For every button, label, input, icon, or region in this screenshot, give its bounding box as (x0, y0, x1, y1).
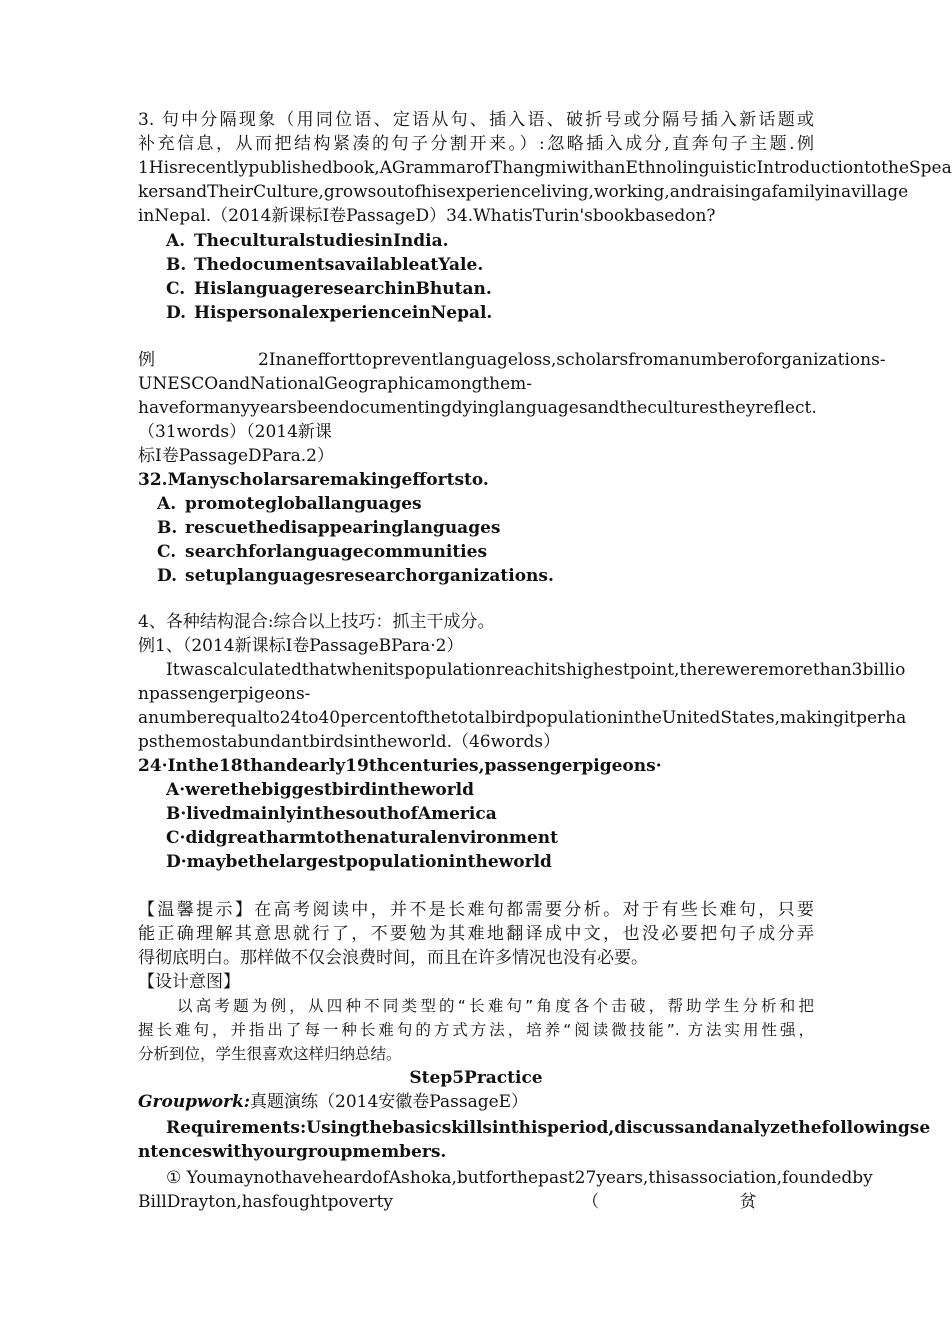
requirements-line-1: Requirements:Usingthebasicskillsinthisperiod,discussandanalyzethefollowingse (166, 1118, 931, 1138)
groupwork-label: Groupwork: (138, 1092, 251, 1112)
practice-item1-line-1: ① YoumaynothaveheardofAshoka,butforthepast27years,thisassociation,foundedby (166, 1168, 873, 1188)
section3-option-d: D. HispersonalexperienceinNepal. (166, 303, 493, 323)
tip-line-2: 能正确理解其意思就行了，不要勉为其难地翻译成中文，也没必要把句子成分弄 (138, 924, 814, 944)
example2-line-5: 标I卷PassageDPara.2） (138, 446, 334, 466)
example2-prefix: 例 (138, 350, 155, 370)
practice-item1-line-2: BillDrayton,hasfoughtpoverty （ 贫 (138, 1192, 757, 1212)
tip-line-3: 得彻底明白。那样做不仅会浪费时间，而且在许多情况也没有必要。 (138, 948, 648, 968)
design-line-3: 分析到位，学生很喜欢这样归纳总结。 (138, 1045, 402, 1063)
section4-line-3: anumberequalto24to40percentofthetotalbirdpopulationintheUnitedStates,makingitperha (138, 708, 907, 728)
section3-line-3: 1Hisrecentlypublishedbook,AGrammarofThangmiwithanEthnolinguisticIntroductiontotheSpea (138, 158, 952, 178)
section3-option-c: C. HislanguageresearchinBhutan. (166, 279, 492, 299)
design-heading: 【设计意图】 (138, 972, 240, 992)
section3-line-1: 3. 句中分隔现象（用同位语、定语从句、插入语、破折号或分隔号插入新话题或 (138, 110, 814, 130)
example2-option-b: B. rescuethedisappearinglanguages (157, 518, 501, 538)
section4-line-2: npassengerpigeons- (138, 684, 311, 704)
example2-line-4: （31words）（2014新课 (138, 422, 332, 442)
example2-line-3: haveformanyyearsbeendocumentingdyinglanguagesandtheculturestheyreflect. (138, 398, 817, 418)
example2-option-c: C. searchforlanguagecommunities (157, 542, 488, 562)
example2-question: 32.Manyscholarsaremakingeffortsto. (138, 470, 489, 490)
section3-line-4: kersandTheirCulture,growsoutofhisexperienceliving,working,andraisingafamilyinavillage (138, 182, 909, 202)
section4-question: 24·Inthe18thandearly19thcenturies,passengerpigeons· (138, 756, 662, 776)
section4-heading: 4、各种结构混合:综合以上技巧：抓主干成分。 (138, 612, 495, 632)
tip-line-1: 【温馨提示】在高考阅读中，并不是长难句都需要分析。对于有些长难句，只要 (138, 900, 814, 920)
section4-option-c: C·didgreatharmtothenaturalenvironment (166, 828, 558, 848)
example2-option-d: D. setuplanguagesresearchorganizations. (157, 566, 554, 586)
section3-line-2: 补充信息，从而把结构紧凑的句子分割开来。）:忽略插入成分,直奔句子主题.例 (138, 134, 814, 154)
example2-line-1: 2Inanefforttopreventlanguageloss,scholarsfromanumberoforganizations- (258, 350, 886, 370)
section4-example-head: 例1、（2014新课标I卷PassageBPara·2） (138, 636, 464, 656)
section4-option-d: D·maybethelargestpopulationintheworld (166, 852, 552, 872)
design-line-1: 以高考题为例，从四种不同类型的“长难句”角度各个击破，帮助学生分析和把 (177, 997, 814, 1015)
section4-line-1: Itwascalculatedthatwhenitspopulationreachitshighestpoint,thereweremorethan3billio (166, 660, 906, 680)
step5-title: Step5Practice (409, 1068, 543, 1088)
section3-option-b: B. ThedocumentsavailableatYale. (166, 255, 484, 275)
example2-option-a: A. promotegloballanguages (157, 494, 422, 514)
design-line-2: 握长难句，并指出了每一种长难句的方式方法，培养“阅读微技能”. 方法实用性强， (138, 1021, 814, 1039)
example2-line-2: UNESCOandNationalGeographicamongthem- (138, 374, 533, 394)
section4-option-a: A·werethebiggestbirdintheworld (166, 780, 475, 800)
section4-option-b: B·livedmainlyinthesouthofAmerica (166, 804, 497, 824)
section3-option-a: A. TheculturalstudiesinIndia. (166, 231, 449, 251)
groupwork-line (138, 1090, 814, 1114)
section3-line-5: inNepal.（2014新课标Ⅰ卷PassageD）34.WhatisTurin'sbookbasedon? (138, 206, 716, 226)
section4-line-4: psthemostabundantbirdsintheworld.（46words） (138, 732, 561, 752)
requirements-line-2: ntenceswithyourgroupmembers. (138, 1142, 447, 1162)
groupwork-text: 真题演练（2014安徽卷PassageE） (250, 1092, 529, 1112)
